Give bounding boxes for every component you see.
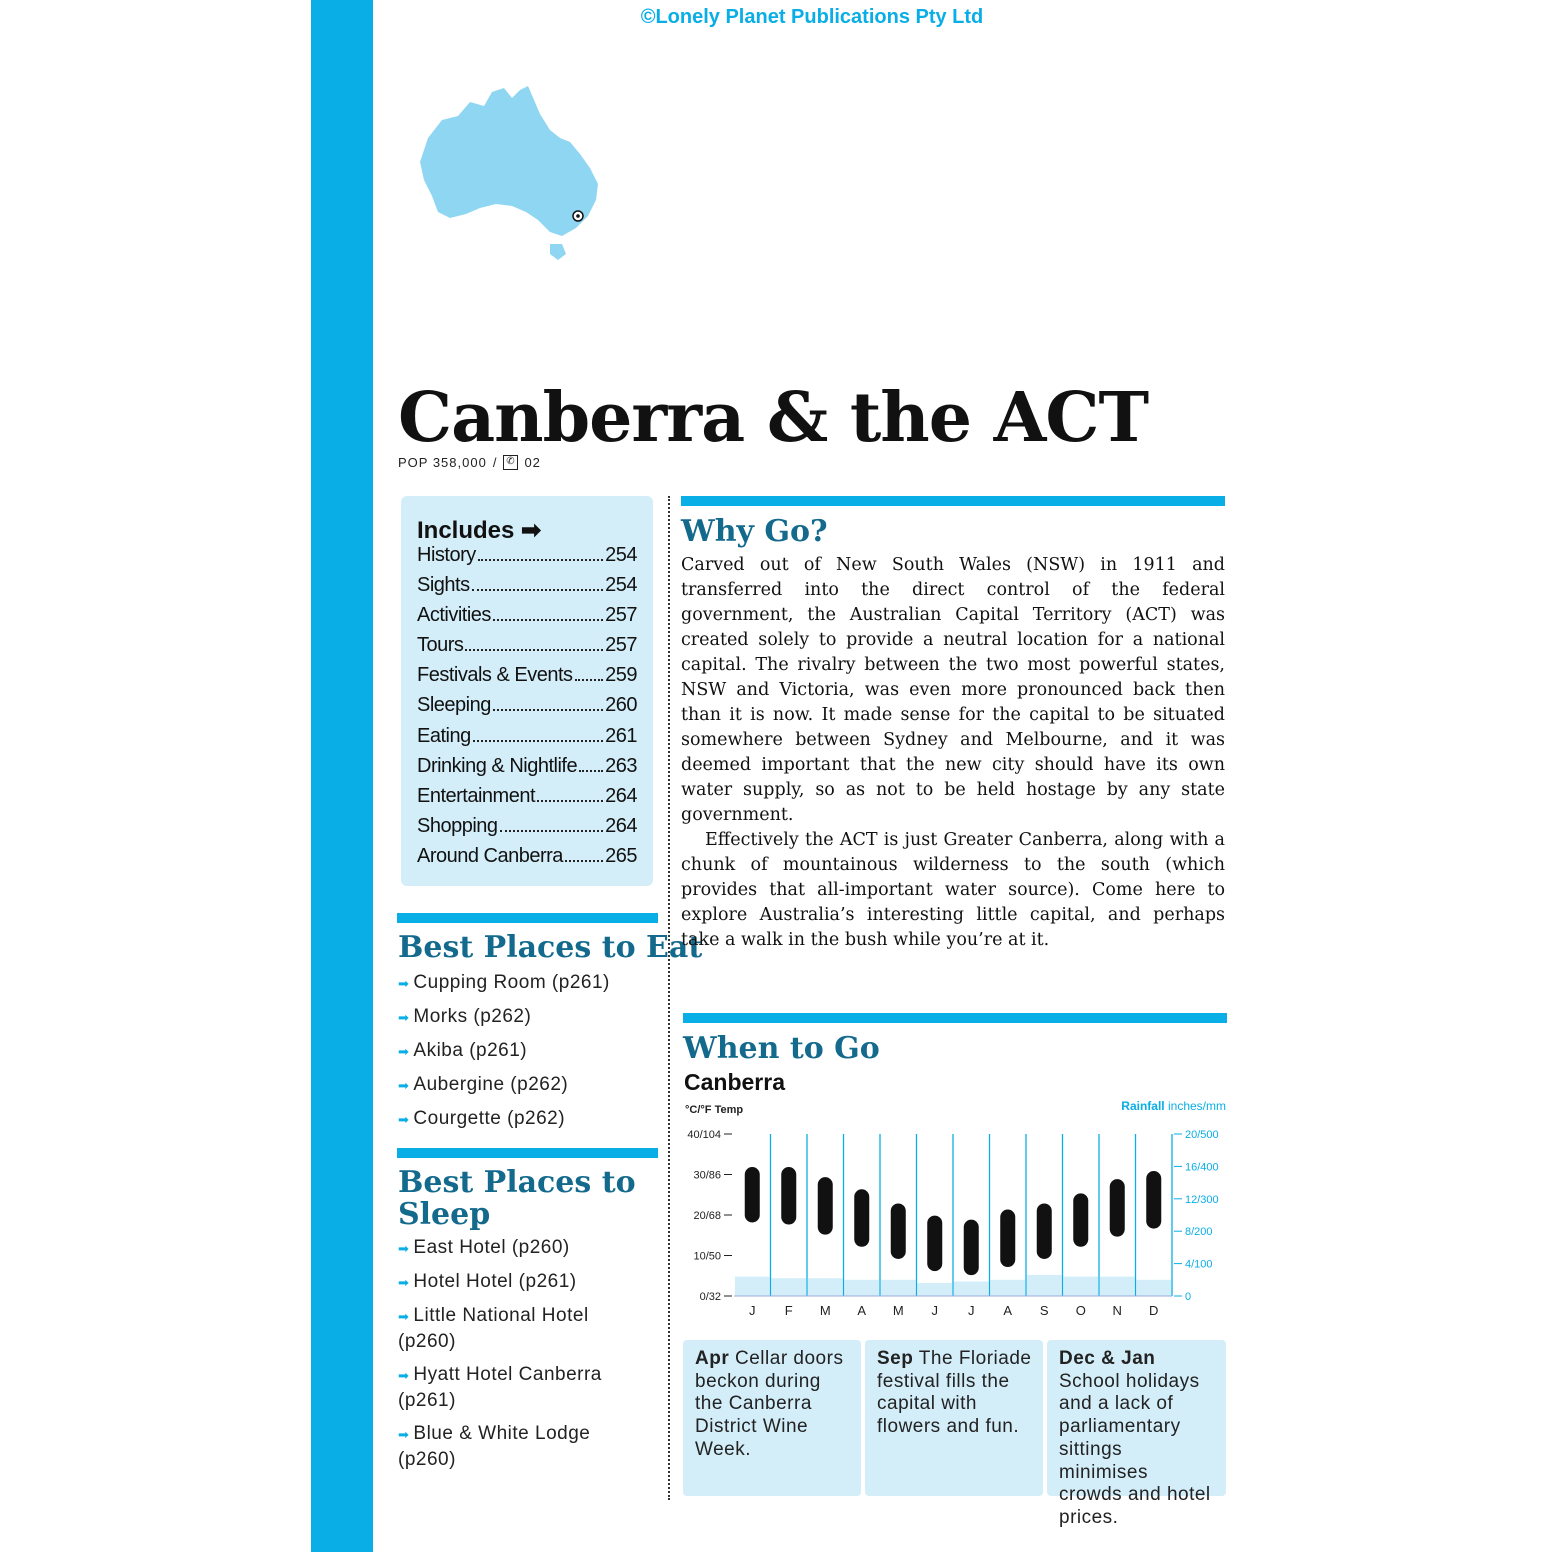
rainfall-tick-label: 20/500 <box>1185 1129 1219 1141</box>
rainfall-axis-label: Rainfall inches/mm <box>1121 1099 1226 1113</box>
why-go-paragraph: Effectively the ACT is just Greater Canberra, along with a chunk of mountainous wilderness to the south (which provides that all-important water source). Come here to explore Australia’s interesting little capital, and perhaps take a walk in the bush while you’re at it. <box>681 830 1225 950</box>
rainfall-bar <box>881 1280 916 1296</box>
includes-item: Tours 257 <box>417 634 637 657</box>
section-rule <box>397 1148 658 1158</box>
month-label: F <box>784 1303 793 1318</box>
includes-box <box>401 496 653 886</box>
month-label: A <box>1003 1303 1013 1318</box>
arrow-right-icon: ➡ <box>398 1112 410 1127</box>
arrow-right-icon: ➡ <box>398 1427 410 1442</box>
phone-code: 02 <box>524 455 541 470</box>
phone-icon: ✆ <box>503 455 518 470</box>
month-label: M <box>892 1303 904 1318</box>
rainfall-tick-label: 16/400 <box>1185 1161 1219 1174</box>
best-sleep-heading: Best Places to Sleep <box>398 1165 636 1232</box>
chart-city: Canberra <box>684 1069 785 1095</box>
section-rule <box>397 913 658 923</box>
section-rule <box>681 496 1225 506</box>
includes-item: History 254 <box>417 544 637 566</box>
pick-item: ➡ Hyatt Hotel Canberra (p261) <box>398 1364 602 1411</box>
rainfall-bar <box>991 1280 1026 1296</box>
side-color-bar <box>311 0 373 1552</box>
when-to-go-heading: When to Go <box>683 1031 880 1066</box>
rainfall-bar <box>845 1280 880 1296</box>
includes-item: Festivals & Events 259 <box>417 664 637 687</box>
climate-chart <box>680 1098 1228 1328</box>
rainfall-bar <box>772 1278 807 1296</box>
arrow-right-icon: ➡ <box>398 1010 410 1025</box>
arrow-right-icon: ➡ <box>398 1241 410 1256</box>
includes-item: Drinking & Nightlife 263 <box>417 754 637 777</box>
why-go-text <box>681 553 1225 953</box>
best-eat-heading: Best Places to Eat <box>398 930 703 965</box>
rainfall-tick-label: 8/200 <box>1185 1226 1213 1239</box>
australia-map-icon <box>400 80 620 270</box>
month-label: D <box>1149 1303 1159 1318</box>
month-label: A <box>857 1303 867 1318</box>
temp-tick-label: 30/86 <box>693 1169 721 1182</box>
rainfall-bar <box>1100 1277 1135 1296</box>
includes-item: Sleeping 260 <box>417 694 637 717</box>
includes-heading: Includes ➡ <box>417 517 542 544</box>
best-eat-list <box>398 970 668 1140</box>
arrow-right-icon: ➡ <box>398 1044 410 1059</box>
temp-tick-label: 10/50 <box>693 1250 721 1263</box>
why-go-paragraph: Carved out of New South Wales (NSW) in 1911 and transferred into the direct control of the federal government, the Australian Capital Territory (ACT) was created solely to provide a neutral location for a national capital. The rivalry between the two most powerful states, NSW and Victoria, was even more pronounced back then than it is now. It made sense for the capital to be situated somewhere between Sydney and Melbourne, and it was deemed important that the new city should have its own water supply, so as not to be held hostage by any state government. <box>681 555 1225 825</box>
arrow-right-icon: ➡ <box>521 517 542 544</box>
includes-item: Sights 254 <box>417 574 637 597</box>
section-rule <box>683 1013 1227 1023</box>
temp-tick-label: 40/104 <box>687 1129 721 1141</box>
column-divider <box>668 496 670 1500</box>
rainfall-tick-label: 12/300 <box>1185 1193 1219 1206</box>
arrow-right-icon: ➡ <box>398 976 410 991</box>
pick-item: ➡ East Hotel (p260) <box>398 1237 570 1258</box>
month-label: J <box>968 1303 975 1318</box>
includes-item: Around Canberra 265 <box>417 844 637 867</box>
pick-item: ➡ Aubergine (p262) <box>398 1074 569 1095</box>
month-label: O <box>1075 1303 1086 1318</box>
month-label: N <box>1112 1303 1122 1318</box>
pick-item: ➡ Cupping Room (p261) <box>398 972 610 993</box>
separator: / <box>492 455 498 470</box>
arrow-right-icon: ➡ <box>398 1078 410 1093</box>
page-title: Canberra & the ACT <box>398 378 1149 458</box>
pick-item: ➡ Akiba (p261) <box>398 1040 528 1061</box>
temp-axis-label: °C/°F Temp <box>685 1104 744 1116</box>
copyright-notice: ©Lonely Planet Publications Pty Ltd <box>640 6 984 28</box>
tip-box-sep: Sep The Floriade festival fills the capital with flowers and fun. <box>865 1340 1043 1496</box>
includes-item: Activities 257 <box>417 604 637 627</box>
pick-item: ➡ Courgette (p262) <box>398 1108 566 1129</box>
includes-item: Shopping 264 <box>417 814 637 837</box>
includes-list <box>417 544 637 875</box>
temp-tick-label: 0/32 <box>699 1291 721 1303</box>
month-label: S <box>1039 1303 1049 1318</box>
includes-item: Entertainment 264 <box>417 784 637 807</box>
rainfall-bar <box>1064 1277 1099 1296</box>
rainfall-bar <box>918 1283 953 1296</box>
includes-item: Eating 261 <box>417 724 637 747</box>
why-go-heading: Why Go? <box>681 514 828 549</box>
month-label: J <box>931 1303 938 1318</box>
arrow-right-icon: ➡ <box>398 1309 410 1324</box>
best-sleep-list <box>398 1235 628 1480</box>
population-line <box>398 455 541 470</box>
month-label: J <box>749 1303 756 1318</box>
rainfall-bar <box>1027 1275 1062 1296</box>
pick-item: ➡ Blue & White Lodge (p260) <box>398 1423 591 1470</box>
tip-box-dec-jan: Dec & Jan School holidays and a lack of parliamentary sittings minimises crowds and hotel prices. <box>1047 1340 1226 1496</box>
pick-item: ➡ Hotel Hotel (p261) <box>398 1271 577 1292</box>
rainfall-bar <box>1137 1280 1172 1296</box>
rainfall-bar <box>735 1277 770 1296</box>
rainfall-tick-label: 4/100 <box>1185 1258 1213 1271</box>
rainfall-bar <box>808 1278 843 1296</box>
temp-tick-label: 20/68 <box>693 1210 721 1222</box>
population-text: POP 358,000 <box>398 455 487 470</box>
rainfall-bar <box>954 1281 989 1296</box>
rainfall-tick-label: 0 <box>1185 1291 1192 1303</box>
arrow-right-icon: ➡ <box>398 1368 410 1383</box>
pick-item: ➡ Little National Hotel (p260) <box>398 1305 589 1352</box>
arrow-right-icon: ➡ <box>398 1275 410 1290</box>
pick-item: ➡ Morks (p262) <box>398 1006 532 1027</box>
month-label: M <box>819 1303 831 1318</box>
tip-box-apr: Apr Cellar doors beckon during the Canberra District Wine Week. <box>683 1340 861 1496</box>
